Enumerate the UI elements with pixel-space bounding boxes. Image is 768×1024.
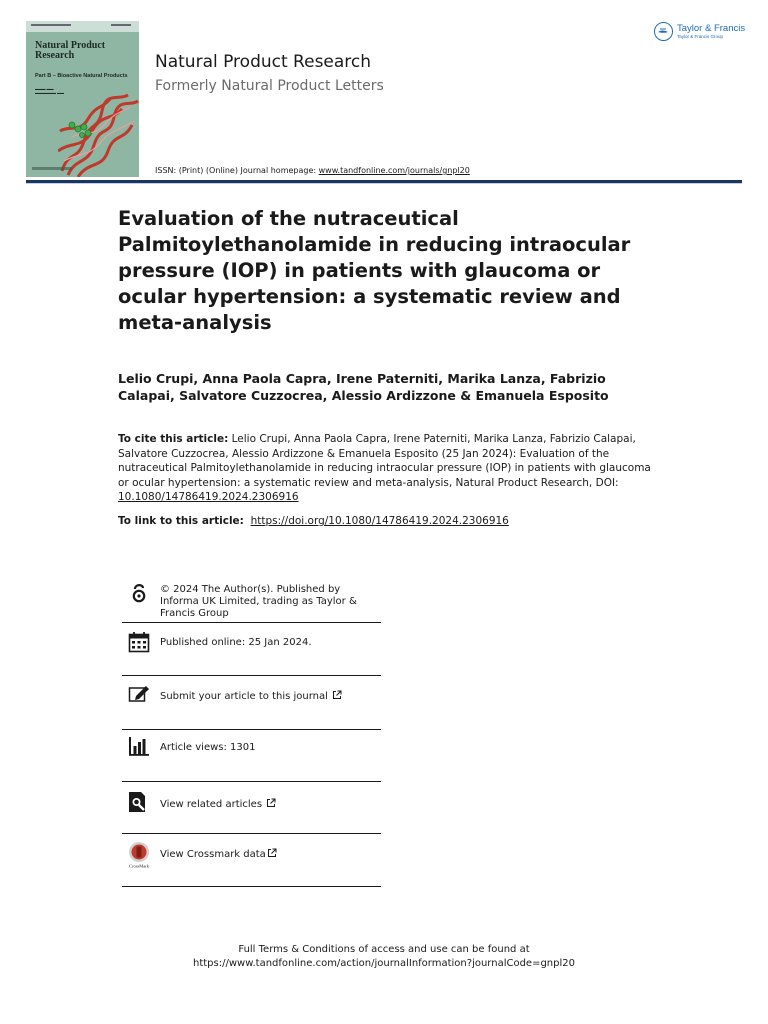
related-articles-search-icon (128, 791, 150, 813)
article-title: Evaluation of the nutraceutical Palmitoylethanolamide in reducing intraocular pressure (IOP) in patients with glaucoma or ocular hypertension: a systematic review and meta-analysis (118, 207, 631, 334)
issn-label: ISSN: (Print) (Online) Journal homepage: (155, 166, 319, 175)
journal-subtitle: Formerly Natural Product Letters (155, 78, 384, 94)
external-link-icon (266, 798, 276, 808)
crossmark-logo-text: CrossMark (129, 863, 149, 869)
journal-cover-image: Natural Product Research Part B – Bioactive Natural Products ▬▬▬ ▬▬ ▬▬▬▬▬▬ ▬▬ (26, 21, 139, 177)
terms-footer (0, 943, 768, 971)
open-access-icon (128, 582, 150, 604)
published-item (122, 622, 381, 676)
citation-block (118, 432, 658, 505)
article-views-item (122, 729, 381, 782)
publisher-group: Taylor & Francis Group (677, 33, 724, 39)
cover-title: Natural Product Research (35, 40, 106, 61)
published-date-text: Published online: 25 Jan 2024. (160, 637, 312, 648)
external-link-icon (267, 848, 277, 858)
citation-text: Lelio Crupi, Anna Paola Capra, Irene Paterniti, Marika Lanza, Fabrizio Calapai, Salvatore Cuzzocrea, Alessio Ardizzone & Emanuela Esposito (25 Jan 2024): Evaluation of the nutraceutical Palmitoylethanolamide in reducing intraocular pressure (IOP) in patients with glaucoma or ocular hypertension: a systematic review and meta-analysis, Natural Product Research, DOI: (118, 433, 651, 489)
journal-title: Natural Product Research (155, 52, 372, 72)
related-articles-item[interactable] (122, 781, 381, 834)
journal-homepage-link[interactable]: www.tandfonline.com/journals/gnpl20 (318, 166, 470, 175)
cover-subtitle: Part B – Bioactive Natural Products (35, 73, 128, 79)
terms-line: Full Terms & Conditions of access and use can be found at (238, 944, 530, 955)
submit-article-label: Submit your article to this journal (160, 691, 328, 702)
article-authors: Lelio Crupi, Anna Paola Capra, Irene Paterniti, Marika Lanza, Fabrizio Calapai, Salvatore Cuzzocrea, Alessio Ardizzone & Emanuela Esposito (118, 371, 609, 403)
header-divider-shadow (26, 183, 742, 184)
submit-article-link[interactable] (160, 690, 382, 703)
submit-article-item[interactable] (122, 675, 381, 730)
article-link-block (118, 515, 509, 527)
edit-pencil-icon (128, 683, 150, 705)
bar-chart-icon (128, 735, 150, 757)
crossmark-label: View Crossmark data (160, 849, 266, 860)
open-access-item (122, 578, 381, 623)
article-link-label: To link to this article: (118, 515, 244, 527)
article-doi-link[interactable]: https://doi.org/10.1080/14786419.2024.2306916 (250, 515, 509, 527)
related-articles-label: View related articles (160, 799, 263, 810)
taylor-francis-emblem-icon (654, 22, 673, 41)
citation-label: To cite this article: (118, 433, 229, 445)
crossmark-icon (126, 841, 152, 869)
terms-url[interactable]: https://www.tandfonline.com/action/journalInformation?journalCode=gnpl20 (193, 958, 575, 969)
article-views-text: Article views: 1301 (160, 742, 256, 753)
open-access-text: © 2024 The Author(s). Published by Informa UK Limited, trading as Taylor & Francis Group (160, 584, 357, 619)
protein-structure-illustration (58, 91, 139, 177)
calendar-icon (128, 631, 150, 653)
citation-doi-link[interactable]: 10.1080/14786419.2024.2306916 (118, 491, 299, 503)
issn-line (155, 166, 470, 175)
crossmark-link[interactable] (160, 848, 382, 861)
taylor-francis-logo[interactable] (654, 22, 745, 41)
related-articles-link[interactable] (160, 798, 382, 811)
publisher-name: Taylor & Francis (677, 22, 746, 34)
external-link-icon (332, 690, 342, 700)
crossmark-item[interactable] (122, 833, 381, 887)
